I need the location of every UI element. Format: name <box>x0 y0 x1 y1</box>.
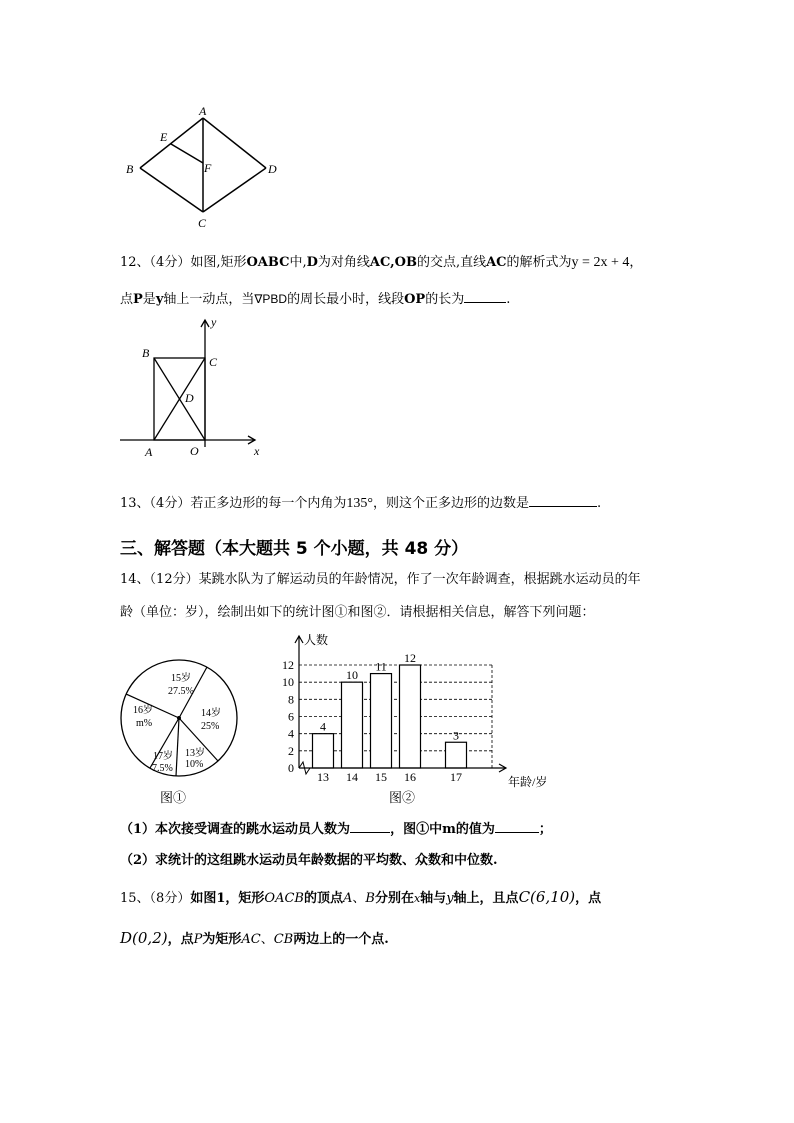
pie-label-pct: 10% <box>185 759 204 770</box>
rhombus-label-e: E <box>160 130 168 144</box>
bar-ylabel: 人数 <box>304 633 329 647</box>
q12-formula: y = 2x + 4 <box>571 255 630 270</box>
pie-label-pct: 25% <box>201 721 220 732</box>
q15-line1: 15、（8分）如图1，矩形OACB的顶点A、B分别在x轴与y轴上，且点C(6,10)，点 <box>120 888 602 906</box>
rect-label-b: B <box>142 346 150 360</box>
bar-xtick-label: 15 <box>375 770 387 784</box>
q12-line2: 点P是y轴上一动点，当∇PBD的周长最小时，线段OP的长为 . <box>120 292 511 307</box>
bar-ytick-label: 12 <box>282 658 294 672</box>
rhombus-label-c: C <box>198 216 207 230</box>
bar-xtick-label: 17 <box>450 770 462 784</box>
bar-xlabel: 年龄/岁 <box>508 775 548 789</box>
q13-line: 13、（4分）若正多边形的每一个内角为135°，则这个正多边形的边数是 . <box>120 496 602 511</box>
bar-data-label: 10 <box>346 668 358 683</box>
rhombus-label-b: B <box>126 162 134 176</box>
q13-angle: 135° <box>346 496 373 511</box>
bar-ytick-label: 8 <box>288 692 294 707</box>
bar-15 <box>371 674 392 768</box>
bar-ytick-label: 0 <box>288 761 294 775</box>
rect-label-x: x <box>254 444 260 458</box>
q15-line2: D(0,2)，点P为矩形AC、CB两边上的一个点. <box>120 929 389 947</box>
bar-16 <box>400 665 421 768</box>
rect-label-a: A <box>145 445 153 459</box>
q15-point-c: C(6,10) <box>518 888 576 906</box>
q15-point-d: D(0,2) <box>120 929 168 947</box>
rhombus-label-f: F <box>204 161 212 175</box>
pie-chart <box>115 640 245 785</box>
pie-label-pct: 7.5% <box>152 763 173 774</box>
bar-ytick-label: 2 <box>288 743 294 758</box>
pie-label-age: 17岁 <box>153 751 173 762</box>
bar-13 <box>313 734 334 768</box>
bar-17 <box>446 742 467 768</box>
bar-chart <box>270 628 560 790</box>
pie-label-age: 16岁 <box>133 705 153 716</box>
bar-data-label: 3 <box>453 728 459 743</box>
pie-label-age: 15岁 <box>171 673 191 684</box>
q13-answer-blank[interactable] <box>529 494 597 507</box>
bar-xtick-label: 16 <box>404 770 416 784</box>
bar-data-label: 4 <box>320 719 326 734</box>
rhombus-label-a: A <box>199 104 207 118</box>
rhombus-label-d: D <box>268 162 277 176</box>
bar-xtick-label: 14 <box>346 770 358 784</box>
bar-ytick-label: 10 <box>282 675 294 690</box>
q12-answer-blank[interactable] <box>464 290 506 303</box>
q14-sub1: （1）本次接受调查的跳水运动员人数为 ，图①中m的值为 ； <box>120 822 552 837</box>
rhombus-figure <box>110 100 300 235</box>
rect-label-d: D <box>185 391 194 405</box>
pie-label-age: 13岁 <box>185 748 205 759</box>
bar-data-label: 12 <box>404 651 416 665</box>
pie-label-age: 14岁 <box>201 708 221 719</box>
rect-label-y: y <box>211 315 217 329</box>
pie-label-pct: m% <box>136 718 153 729</box>
q14-line2: 龄（单位：岁），绘制出如下的统计图①和图②．请根据相关信息，解答下列问题： <box>120 605 595 620</box>
section-3-heading: 三、解答题（本大题共 5 个小题，共 48 分） <box>120 539 469 559</box>
q14-sub2: （2）求统计的这组跳水运动员年龄数据的平均数、众数和中位数. <box>120 853 498 868</box>
bar-14 <box>342 682 363 768</box>
rect-label-c: C <box>209 355 218 369</box>
q14-count-blank[interactable] <box>350 820 390 833</box>
pie-caption: 图① <box>160 791 187 806</box>
q12-triangle-symbol: ∇PBD <box>254 292 288 306</box>
q14-m-blank[interactable] <box>495 820 539 833</box>
rect-label-o: O <box>190 444 199 458</box>
q12-line1: 12、（4分）如图,矩形OABC中,D为对角线AC,OB的交点,直线AC的解析式为y = 2x + 4， <box>120 255 643 270</box>
bar-ytick-label: 4 <box>288 726 294 741</box>
bar-ytick-label: 6 <box>288 709 294 724</box>
bar-caption: 图② <box>389 791 416 806</box>
pie-label-pct: 27.5% <box>168 686 194 697</box>
rectangle-figure <box>115 312 270 462</box>
bar-data-label: 11 <box>375 659 387 674</box>
bar-xtick-label: 13 <box>317 770 329 784</box>
q14-line1: 14、（12分）某跳水队为了解运动员的年龄情况，作了一次年龄调查，根据跳水运动员的年 <box>120 572 641 587</box>
